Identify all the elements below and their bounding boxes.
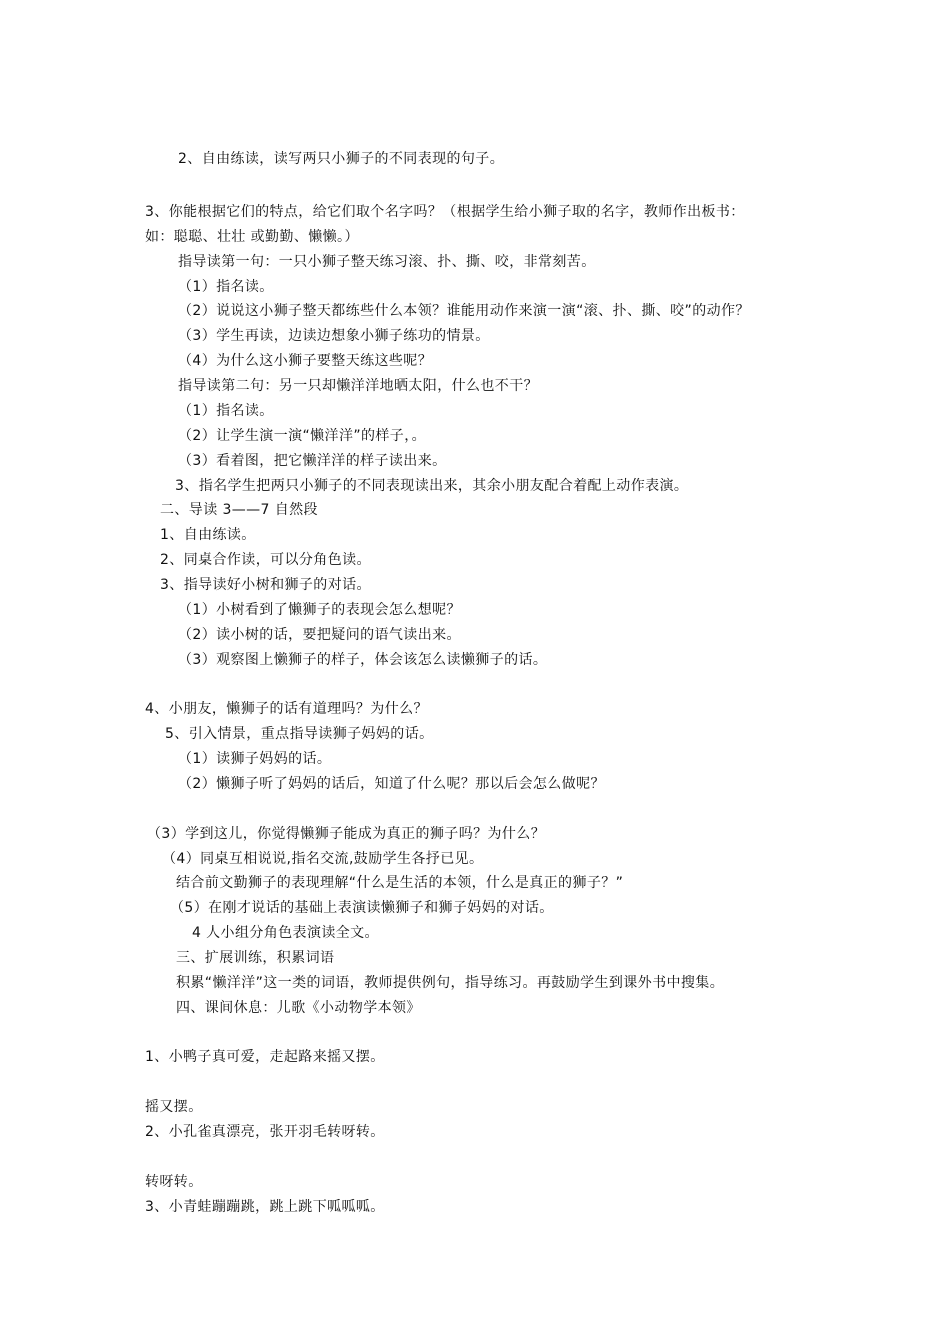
- text-line: （5）在刚才说话的基础上表演读懒狮子和狮子妈妈的对话。: [170, 900, 554, 916]
- text-line: 3、指名学生把两只小狮子的不同表现读出来，其余小朋友配合着配上动作表演。: [175, 478, 689, 494]
- text-line: 2、同桌合作读，可以分角色读。: [160, 552, 371, 568]
- text-line: （2）读小树的话，要把疑问的语气读出来。: [178, 627, 461, 643]
- text-line: 如：聪聪、壮壮 或勤勤、懒懒。）: [145, 229, 359, 245]
- section-heading: 二、导读 3——7 自然段: [160, 502, 318, 518]
- text-line: 转呀转。: [145, 1174, 203, 1190]
- text-line: （3）观察图上懒狮子的样子，体会该怎么读懒狮子的话。: [178, 652, 548, 668]
- text-line: 摇又摆。: [145, 1099, 203, 1115]
- text-line: （2）让学生演一演“懒洋洋”的样子，。: [178, 428, 427, 444]
- text-line: 3、你能根据它们的特点，给它们取个名字吗？（根据学生给小狮子取的名字，教师作出板书：: [145, 204, 745, 220]
- text-line: （4）为什么这小狮子要整天练这些呢？: [178, 353, 433, 369]
- text-line: 3、小青蛙蹦蹦跳，跳上跳下呱呱呱。: [145, 1199, 385, 1215]
- text-line: 1、自由练读。: [160, 527, 256, 543]
- text-line: 结合前文勤狮子的表现理解“什么是生活的本领，什么是真正的狮子？”: [176, 875, 624, 891]
- text-line: 指导读第二句：另一只却懒洋洋地晒太阳，什么也不干？: [178, 378, 538, 394]
- text-line: 4 人小组分角色表演读全文。: [192, 925, 379, 941]
- text-line: 3、指导读好小树和狮子的对话。: [160, 577, 371, 593]
- text-line: 5、引入情景，重点指导读狮子妈妈的话。: [165, 726, 434, 742]
- text-line: 4、小朋友，懒狮子的话有道理吗？为什么？: [145, 701, 428, 717]
- text-line: 积累“懒洋洋”这一类的词语，教师提供例句，指导练习。再鼓励学生到课外书中搜集。: [176, 975, 725, 991]
- section-heading: 四、课间休息：儿歌《小动物学本领》: [176, 1000, 421, 1016]
- text-line: （1）小树看到了懒狮子的表现会怎么想呢？: [178, 602, 461, 618]
- text-line: （1）读狮子妈妈的话。: [178, 751, 332, 767]
- text-line: （3）学生再读，边读边想象小狮子练功的情景。: [178, 328, 490, 344]
- section-heading: 三、扩展训练，积累词语: [176, 950, 335, 966]
- text-line: （2）懒狮子听了妈妈的话后，知道了什么呢？那以后会怎么做呢？: [178, 776, 605, 792]
- text-line: 指导读第一句：一只小狮子整天练习滚、扑、撕、咬，非常刻苦。: [178, 254, 596, 270]
- text-line: （3）看着图，把它懒洋洋的样子读出来。: [178, 453, 447, 469]
- text-line: （4）同桌互相说说,指名交流,鼓励学生各抒已见。: [162, 851, 484, 867]
- text-line: （2）说说这小狮子整天都练些什么本领？谁能用动作来演一演“滚、扑、撕、咬”的动作？: [178, 303, 750, 319]
- text-line: （1）指名读。: [178, 279, 274, 295]
- text-line: （1）指名读。: [178, 403, 274, 419]
- text-line: 1、小鸭子真可爱，走起路来摇又摆。: [145, 1049, 385, 1065]
- text-line: 2、自由练读，读写两只小狮子的不同表现的句子。: [178, 151, 505, 167]
- text-line: （3）学到这儿，你觉得懒狮子能成为真正的狮子吗？为什么？: [147, 826, 546, 842]
- text-line: 2、小孔雀真漂亮，张开羽毛转呀转。: [145, 1124, 385, 1140]
